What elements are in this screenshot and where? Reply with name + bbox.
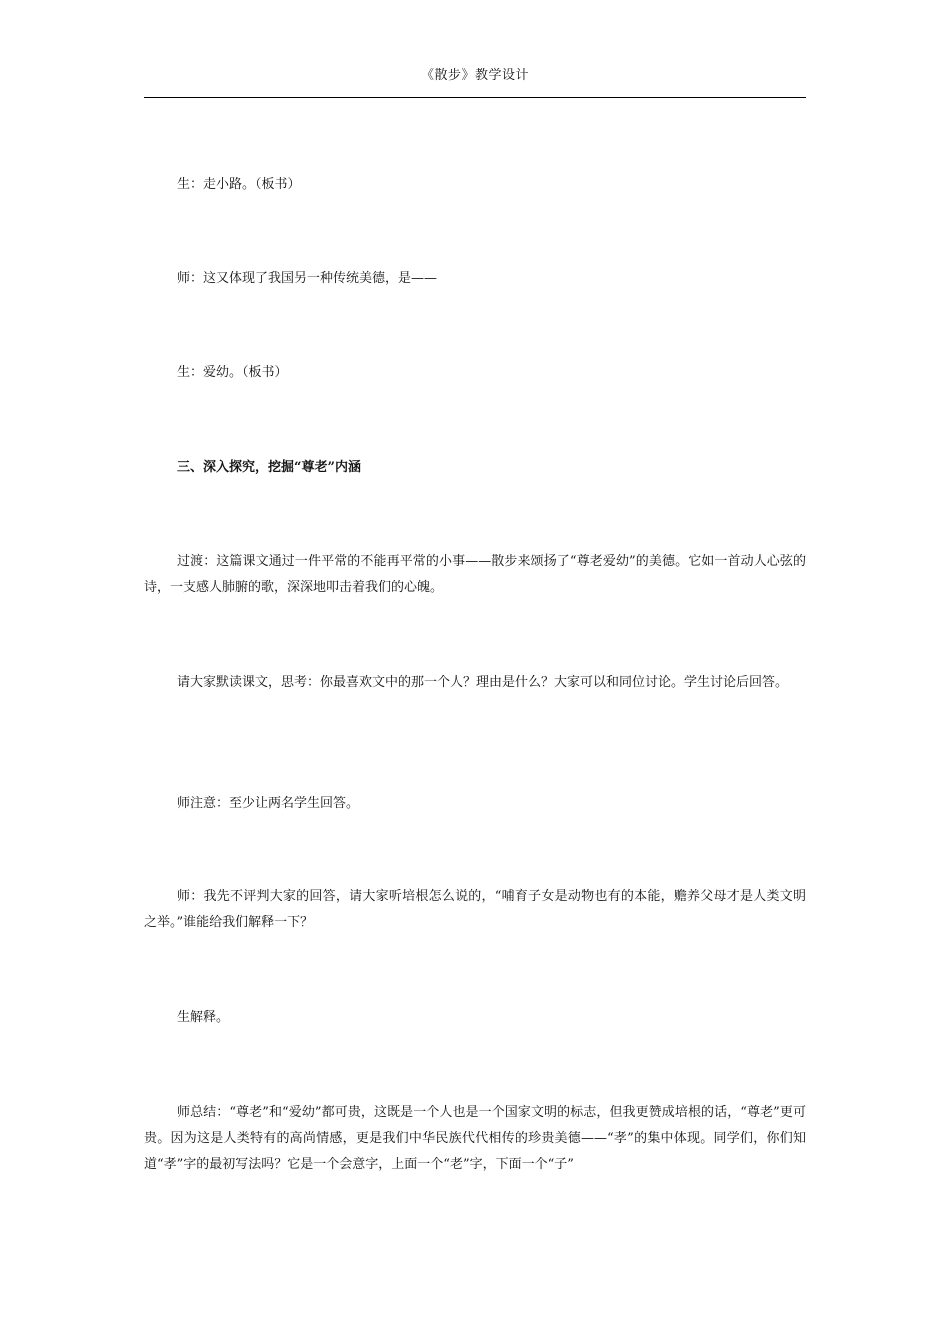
- paragraph-teacher-note: 师注意：至少让两名学生回答。: [177, 796, 360, 811]
- paragraph-reading-task: 请大家默读课文，思考：你最喜欢文中的那一个人？理由是什么？大家可以和同位讨论。学生讨论后回答。: [177, 675, 789, 690]
- paragraph-transition: 过渡：这篇课文通过一件平常的不能再平常的小事——散步来颂扬了“尊老爱幼”的美德。它如一首动人心弦的诗，一支感人肺腑的歌，深深地叩击着我们的心魄。: [144, 554, 806, 595]
- paragraph-teacher-summary: 师总结：“尊老”和“爱幼”都可贵，这既是一个人也是一个国家文明的标志，但我更赞成培根的话，“尊老”更可贵。因为这是人类特有的高尚情感，更是我们中华民族代代相传的珍贵美德——“孝”的集中体现。同学们，你们知道“孝”字的最初写法吗？它是一个会意字，上面一个“老”字，下面一个“子”: [144, 1105, 806, 1172]
- paragraph-teacher-question: 师：这又体现了我国另一种传统美德，是——: [177, 271, 438, 286]
- paragraph-student-path: 生：走小路。（板书）: [177, 177, 301, 192]
- paragraph-student-answer: 生：爱幼。（板书）: [177, 365, 288, 380]
- paragraph-bacon-quote: 师：我先不评判大家的回答，请大家听培根怎么说的，“哺育子女是动物也有的本能，赡养父母才是人类文明之举。”谁能给我们解释一下？: [144, 889, 806, 930]
- header-divider: [144, 97, 806, 98]
- paragraph-student-explains: 生解释。: [177, 1010, 230, 1025]
- section-heading: 三、深入探究，挖掘“尊老”内涵: [177, 460, 361, 475]
- page-header-title: 《散步》教学设计: [420, 68, 529, 83]
